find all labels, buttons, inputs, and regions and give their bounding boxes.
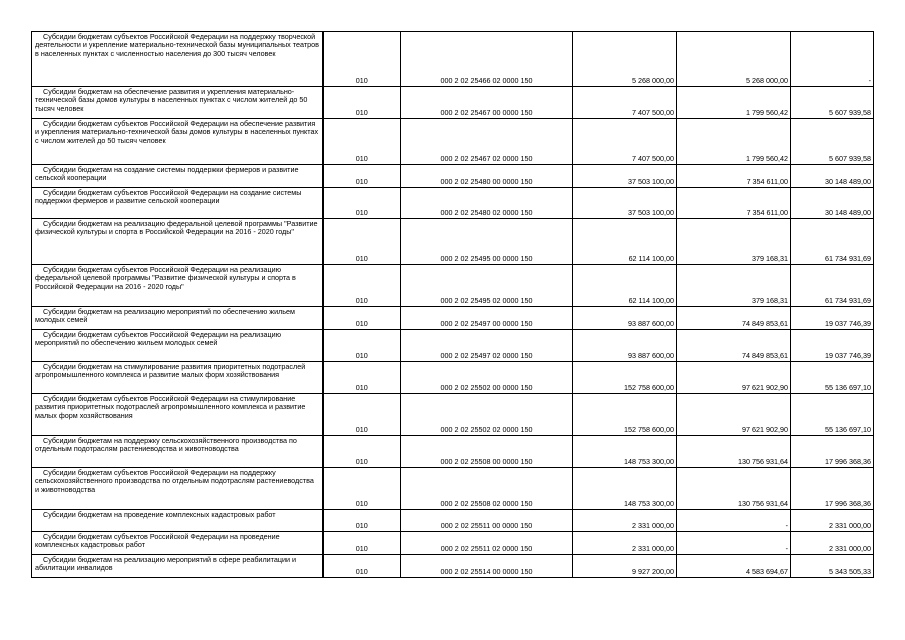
row-executed-amount: 5 268 000,00: [677, 32, 791, 87]
row-approved-amount: 93 887 600,00: [573, 307, 677, 330]
row-name: [32, 87, 323, 119]
row-line-code: 010: [323, 394, 401, 436]
row-name: [32, 436, 323, 468]
table-row: [32, 219, 874, 265]
row-kbk-code: 000 2 02 25508 00 0000 150: [401, 436, 573, 468]
row-executed-amount: 1 799 560,42: [677, 119, 791, 165]
row-name-text: Субсидии бюджетам субъектов Российской Федерации на поддержку творческой деятельности и укрепление материально-технической базы муниципальных театров в населенных пунктах с численностью населения до 300 тысяч человек: [35, 32, 319, 58]
row-remaining-amount: 30 148 489,00: [791, 188, 874, 219]
row-executed-amount: 97 621 902,90: [677, 394, 791, 436]
row-name: [32, 219, 323, 265]
table-row: [32, 165, 874, 188]
row-line-code: 010: [323, 307, 401, 330]
row-kbk-code: 000 2 02 25511 00 0000 150: [401, 510, 573, 532]
row-kbk-code: 000 2 02 25502 02 0000 150: [401, 394, 573, 436]
row-executed-amount: 130 756 931,64: [677, 436, 791, 468]
row-approved-amount: 2 331 000,00: [573, 532, 677, 555]
row-line-code: 010: [323, 362, 401, 394]
row-kbk-code: 000 2 02 25508 02 0000 150: [401, 468, 573, 510]
row-remaining-amount: 55 136 697,10: [791, 394, 874, 436]
row-name: [32, 532, 323, 555]
row-approved-amount: 5 268 000,00: [573, 32, 677, 87]
row-name: [32, 362, 323, 394]
row-name-text: Субсидии бюджетам на реализацию федеральной целевой программы "Развитие физической культуры и спорта в Российской Федерации на 2016 - 2020 годы": [35, 219, 318, 237]
table-row: [32, 362, 874, 394]
row-name: [32, 165, 323, 188]
row-remaining-amount: 17 996 368,36: [791, 436, 874, 468]
row-kbk-code: 000 2 02 25495 00 0000 150: [401, 219, 573, 265]
row-line-code: 010: [323, 532, 401, 555]
row-name: [32, 188, 323, 219]
row-name-text: Субсидии бюджетам на реализацию мероприятий по обеспечению жильем молодых семей: [35, 307, 295, 325]
row-executed-amount: 1 799 560,42: [677, 87, 791, 119]
row-line-code: 010: [323, 32, 401, 87]
row-executed-amount: -: [677, 510, 791, 532]
row-kbk-code: 000 2 02 25467 00 0000 150: [401, 87, 573, 119]
row-approved-amount: 62 114 100,00: [573, 219, 677, 265]
row-line-code: 010: [323, 87, 401, 119]
row-approved-amount: 93 887 600,00: [573, 330, 677, 362]
row-name-text: Субсидии бюджетам субъектов Российской Федерации на стимулирование развития приоритетных подотраслей агропромышленного комплекса и развитие малых форм хозяйствования: [35, 394, 306, 420]
row-name: [32, 330, 323, 362]
row-name-text: Субсидии бюджетам субъектов Российской Федерации на проведение комплексных кадастровых работ: [35, 532, 280, 550]
row-kbk-code: 000 2 02 25514 00 0000 150: [401, 555, 573, 578]
row-approved-amount: 37 503 100,00: [573, 188, 677, 219]
row-kbk-code: 000 2 02 25466 02 0000 150: [401, 32, 573, 87]
row-executed-amount: 74 849 853,61: [677, 307, 791, 330]
row-kbk-code: 000 2 02 25497 02 0000 150: [401, 330, 573, 362]
row-line-code: 010: [323, 265, 401, 307]
row-approved-amount: 148 753 300,00: [573, 468, 677, 510]
row-line-code: 010: [323, 119, 401, 165]
row-approved-amount: 2 331 000,00: [573, 510, 677, 532]
row-line-code: 010: [323, 165, 401, 188]
row-remaining-amount: 55 136 697,10: [791, 362, 874, 394]
row-approved-amount: 7 407 500,00: [573, 87, 677, 119]
row-name: [32, 32, 323, 87]
row-name-text: Субсидии бюджетам субъектов Российской Федерации на обеспечение развития и укрепления материально-технической базы домов культуры в населенных пунктах с числом жителей до 50 тысяч человек: [35, 119, 319, 145]
row-remaining-amount: 19 037 746,39: [791, 330, 874, 362]
row-name: [32, 307, 323, 330]
row-remaining-amount: -: [791, 32, 874, 87]
row-executed-amount: 130 756 931,64: [677, 468, 791, 510]
row-approved-amount: 9 927 200,00: [573, 555, 677, 578]
row-name-text: Субсидии бюджетам на обеспечение развития и укрепления материально-технической базы домов культуры в населенных пунктах с числом жителей до 50 тысяч человек: [35, 87, 308, 113]
row-name: [32, 510, 323, 532]
table-row: [32, 307, 874, 330]
row-remaining-amount: 30 148 489,00: [791, 165, 874, 188]
row-name-text: Субсидии бюджетам субъектов Российской Федерации на реализацию федеральной целевой программы "Развитие физической культуры и спорта в Российской Федерации на 2016 - 2020 годы": [35, 265, 296, 291]
row-name: [32, 119, 323, 165]
row-executed-amount: 379 168,31: [677, 265, 791, 307]
row-kbk-code: 000 2 02 25502 00 0000 150: [401, 362, 573, 394]
row-approved-amount: 7 407 500,00: [573, 119, 677, 165]
row-kbk-code: 000 2 02 25511 02 0000 150: [401, 532, 573, 555]
row-kbk-code: 000 2 02 25480 00 0000 150: [401, 165, 573, 188]
row-executed-amount: 379 168,31: [677, 219, 791, 265]
row-name: [32, 265, 323, 307]
row-name-text: Субсидии бюджетам субъектов Российской Федерации на поддержку сельскохозяйственного производства по отдельным подотраслям растениеводства и животноводства: [35, 468, 314, 494]
row-name-text: Субсидии бюджетам на проведение комплексных кадастровых работ: [43, 510, 276, 519]
row-executed-amount: -: [677, 532, 791, 555]
row-kbk-code: 000 2 02 25467 02 0000 150: [401, 119, 573, 165]
row-executed-amount: 97 621 902,90: [677, 362, 791, 394]
row-line-code: 010: [323, 468, 401, 510]
row-line-code: 010: [323, 436, 401, 468]
row-kbk-code: 000 2 02 25480 02 0000 150: [401, 188, 573, 219]
budget-execution-sheet: [31, 31, 874, 578]
row-remaining-amount: 5 607 939,58: [791, 87, 874, 119]
row-name-text: Субсидии бюджетам на стимулирование развития приоритетных подотраслей агропромышленного комплекса и развитие малых форм хозяйствования: [35, 362, 306, 380]
row-remaining-amount: 2 331 000,00: [791, 510, 874, 532]
row-kbk-code: 000 2 02 25495 02 0000 150: [401, 265, 573, 307]
row-remaining-amount: 5 343 505,33: [791, 555, 874, 578]
row-executed-amount: 4 583 694,67: [677, 555, 791, 578]
row-name: [32, 468, 323, 510]
budget-table: [31, 31, 874, 578]
table-row: [32, 532, 874, 555]
row-line-code: 010: [323, 330, 401, 362]
row-executed-amount: 74 849 853,61: [677, 330, 791, 362]
row-executed-amount: 7 354 611,00: [677, 165, 791, 188]
table-body: [32, 32, 874, 578]
table-row: [32, 188, 874, 219]
table-row: [32, 119, 874, 165]
table-row: [32, 87, 874, 119]
row-approved-amount: 37 503 100,00: [573, 165, 677, 188]
row-approved-amount: 148 753 300,00: [573, 436, 677, 468]
row-executed-amount: 7 354 611,00: [677, 188, 791, 219]
table-row: [32, 32, 874, 87]
row-approved-amount: 152 758 600,00: [573, 394, 677, 436]
table-row: [32, 330, 874, 362]
row-line-code: 010: [323, 219, 401, 265]
table-row: [32, 265, 874, 307]
row-line-code: 010: [323, 555, 401, 578]
row-remaining-amount: 19 037 746,39: [791, 307, 874, 330]
table-row: [32, 510, 874, 532]
table-row: [32, 436, 874, 468]
row-approved-amount: 62 114 100,00: [573, 265, 677, 307]
row-name-text: Субсидии бюджетам на поддержку сельскохозяйственного производства по отдельным подотраслям растениеводства и животноводства: [35, 436, 297, 454]
table-row: [32, 555, 874, 578]
row-approved-amount: 152 758 600,00: [573, 362, 677, 394]
row-kbk-code: 000 2 02 25497 00 0000 150: [401, 307, 573, 330]
row-remaining-amount: 5 607 939,58: [791, 119, 874, 165]
row-remaining-amount: 17 996 368,36: [791, 468, 874, 510]
row-remaining-amount: 61 734 931,69: [791, 219, 874, 265]
table-row: [32, 468, 874, 510]
row-name-text: Субсидии бюджетам субъектов Российской Федерации на реализацию мероприятий по обеспечению жильем молодых семей: [35, 330, 282, 348]
row-line-code: 010: [323, 510, 401, 532]
row-name-text: Субсидии бюджетам субъектов Российской Федерации на создание системы поддержки фермеров и развитие сельской кооперации: [35, 188, 302, 206]
row-name-text: Субсидии бюджетам на создание системы поддержки фермеров и развитие сельской кооперации: [35, 165, 299, 183]
row-remaining-amount: 2 331 000,00: [791, 532, 874, 555]
row-remaining-amount: 61 734 931,69: [791, 265, 874, 307]
table-row: [32, 394, 874, 436]
row-name: [32, 394, 323, 436]
row-line-code: 010: [323, 188, 401, 219]
row-name: [32, 555, 323, 578]
row-name-text: Субсидии бюджетам на реализацию мероприятий в сфере реабилитации и абилитации инвалидов: [35, 555, 297, 573]
